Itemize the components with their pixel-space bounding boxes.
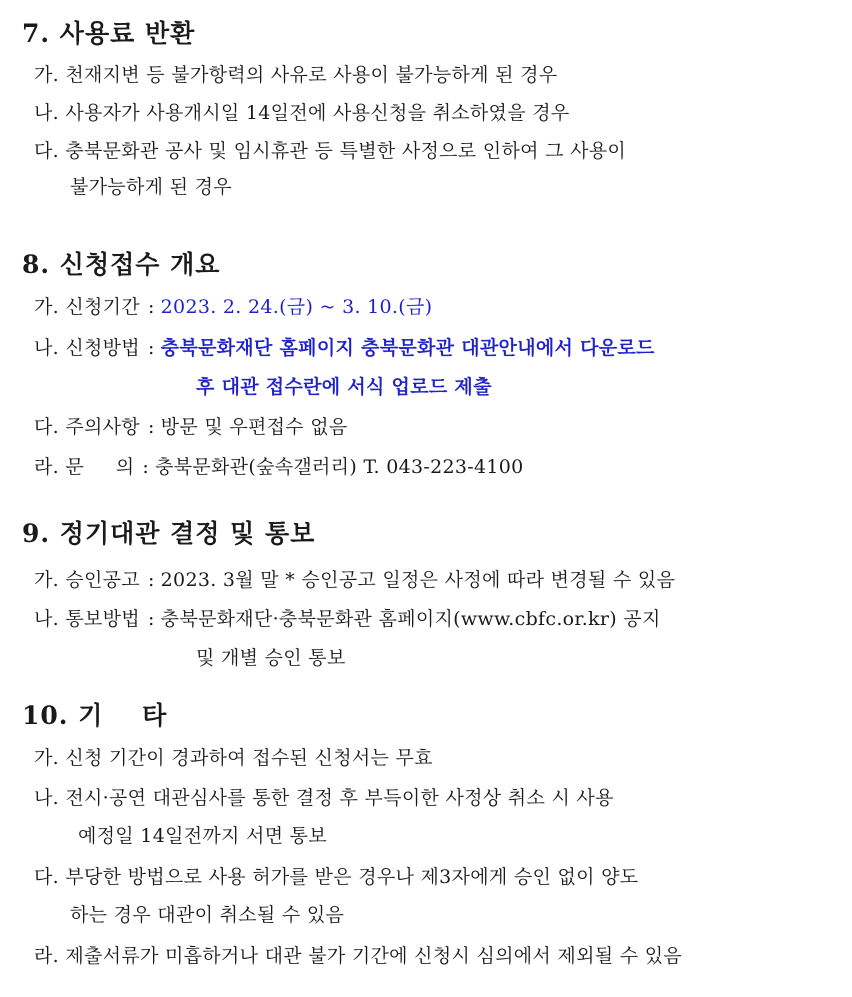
section-9-title: 9. 정기대관 결정 및 통보: [22, 519, 316, 548]
section-9-item-na-continuation: 및 개별 승인 통보: [196, 647, 346, 669]
item-marker: 가.: [34, 296, 59, 318]
section-7-item-na: [34, 98, 570, 125]
item-marker: 나.: [34, 102, 59, 124]
section-10-item-na: [34, 783, 614, 810]
item-marker: 라.: [34, 456, 59, 478]
item-marker: 가.: [34, 64, 59, 86]
item-value: 2023. 3월 말 * 승인공고 일정은 사정에 따라 변경될 수 있음: [160, 569, 676, 591]
section-10-item-ra: [34, 941, 682, 968]
item-marker: 나.: [34, 337, 59, 359]
section-8-item-da: 다. 주의사항 : 방문 및 우편접수 없음: [34, 416, 348, 438]
item-marker: 나.: [34, 608, 59, 630]
item-label: 문 의: [65, 456, 135, 478]
section-10-title: 10. 기 타: [22, 701, 168, 730]
item-label: 신청방법: [65, 337, 140, 359]
section-10-item-da: [34, 862, 638, 889]
item-text: 부당한 방법으로 사용 허가를 받은 경우나 제3자에게 승인 없이 양도: [65, 866, 639, 888]
section-8-title: 8. 신청접수 개요: [22, 250, 221, 279]
item-marker: 다.: [34, 140, 59, 162]
section-7-title: 7. 사용료 반환: [22, 19, 196, 48]
item-value: 충북문화재단·충북문화관 홈페이지(www.cbfc.or.kr) 공지: [160, 608, 661, 630]
item-text: 신청 기간이 경과하여 접수된 신청서는 무효: [65, 747, 433, 769]
item-marker: 라.: [34, 945, 59, 967]
section-10-item-na-continuation: 예정일 14일전까지 서면 통보: [78, 825, 327, 847]
item-marker: 가.: [34, 747, 59, 769]
item-text: 충북문화관 공사 및 임시휴관 등 특별한 사정으로 인하여 그 사용이: [65, 140, 627, 162]
item-text: 제출서류가 미흡하거나 대관 불가 기간에 신청시 심의에서 제외될 수 있음: [65, 945, 683, 967]
item-value: 충북문화재단 홈페이지 충북문화관 대관안내에서 다운로드: [160, 337, 655, 359]
section-8-item-na-continuation: 후 대관 접수란에 서식 업로드 제출: [196, 376, 492, 398]
item-label: 신청기간: [65, 296, 140, 318]
section-8-item-ga: 가. 신청기간 : 2023. 2. 24.(금) ~ 3. 10.(금): [34, 296, 433, 318]
item-marker: 다.: [34, 866, 59, 888]
section-8-item-na: 나. 신청방법 : 충북문화재단 홈페이지 충북문화관 대관안내에서 다운로드: [34, 337, 655, 359]
item-label: 통보방법: [65, 608, 140, 630]
item-text: 사용자가 사용개시일 14일전에 사용신청을 취소하였을 경우: [65, 102, 570, 124]
item-label: 승인공고: [65, 569, 140, 591]
section-10-item-da-continuation: 하는 경우 대관이 취소될 수 있음: [70, 904, 345, 926]
item-marker: 가.: [34, 569, 59, 591]
section-7-item-da-continuation: 불가능하게 된 경우: [70, 176, 232, 198]
section-9-item-ga: 가. 승인공고 : 2023. 3월 말 * 승인공고 일정은 사정에 따라 변경될 수 있음: [34, 569, 676, 591]
item-marker: 나.: [34, 787, 59, 809]
item-text: 천재지변 등 불가항력의 사유로 사용이 불가능하게 된 경우: [65, 64, 558, 86]
section-7-item-ga: [34, 60, 557, 87]
section-9-item-na: 나. 통보방법 : 충북문화재단·충북문화관 홈페이지(www.cbfc.or.kr) 공지: [34, 608, 661, 630]
item-value: 충북문화관(숲속갤러리) T. 043-223-4100: [155, 456, 524, 478]
item-label: 주의사항: [65, 416, 140, 438]
item-text: 전시·공연 대관심사를 통한 결정 후 부득이한 사정상 취소 시 사용: [65, 787, 614, 809]
item-value: 방문 및 우편접수 없음: [160, 416, 348, 438]
item-marker: 다.: [34, 416, 59, 438]
item-value: 2023. 2. 24.(금) ~ 3. 10.(금): [160, 296, 433, 318]
section-10-item-ga: [34, 743, 433, 770]
section-7-item-da: [34, 136, 626, 163]
section-8-item-ra: 라. 문 의 : 충북문화관(숲속갤러리) T. 043-223-4100: [34, 456, 524, 478]
